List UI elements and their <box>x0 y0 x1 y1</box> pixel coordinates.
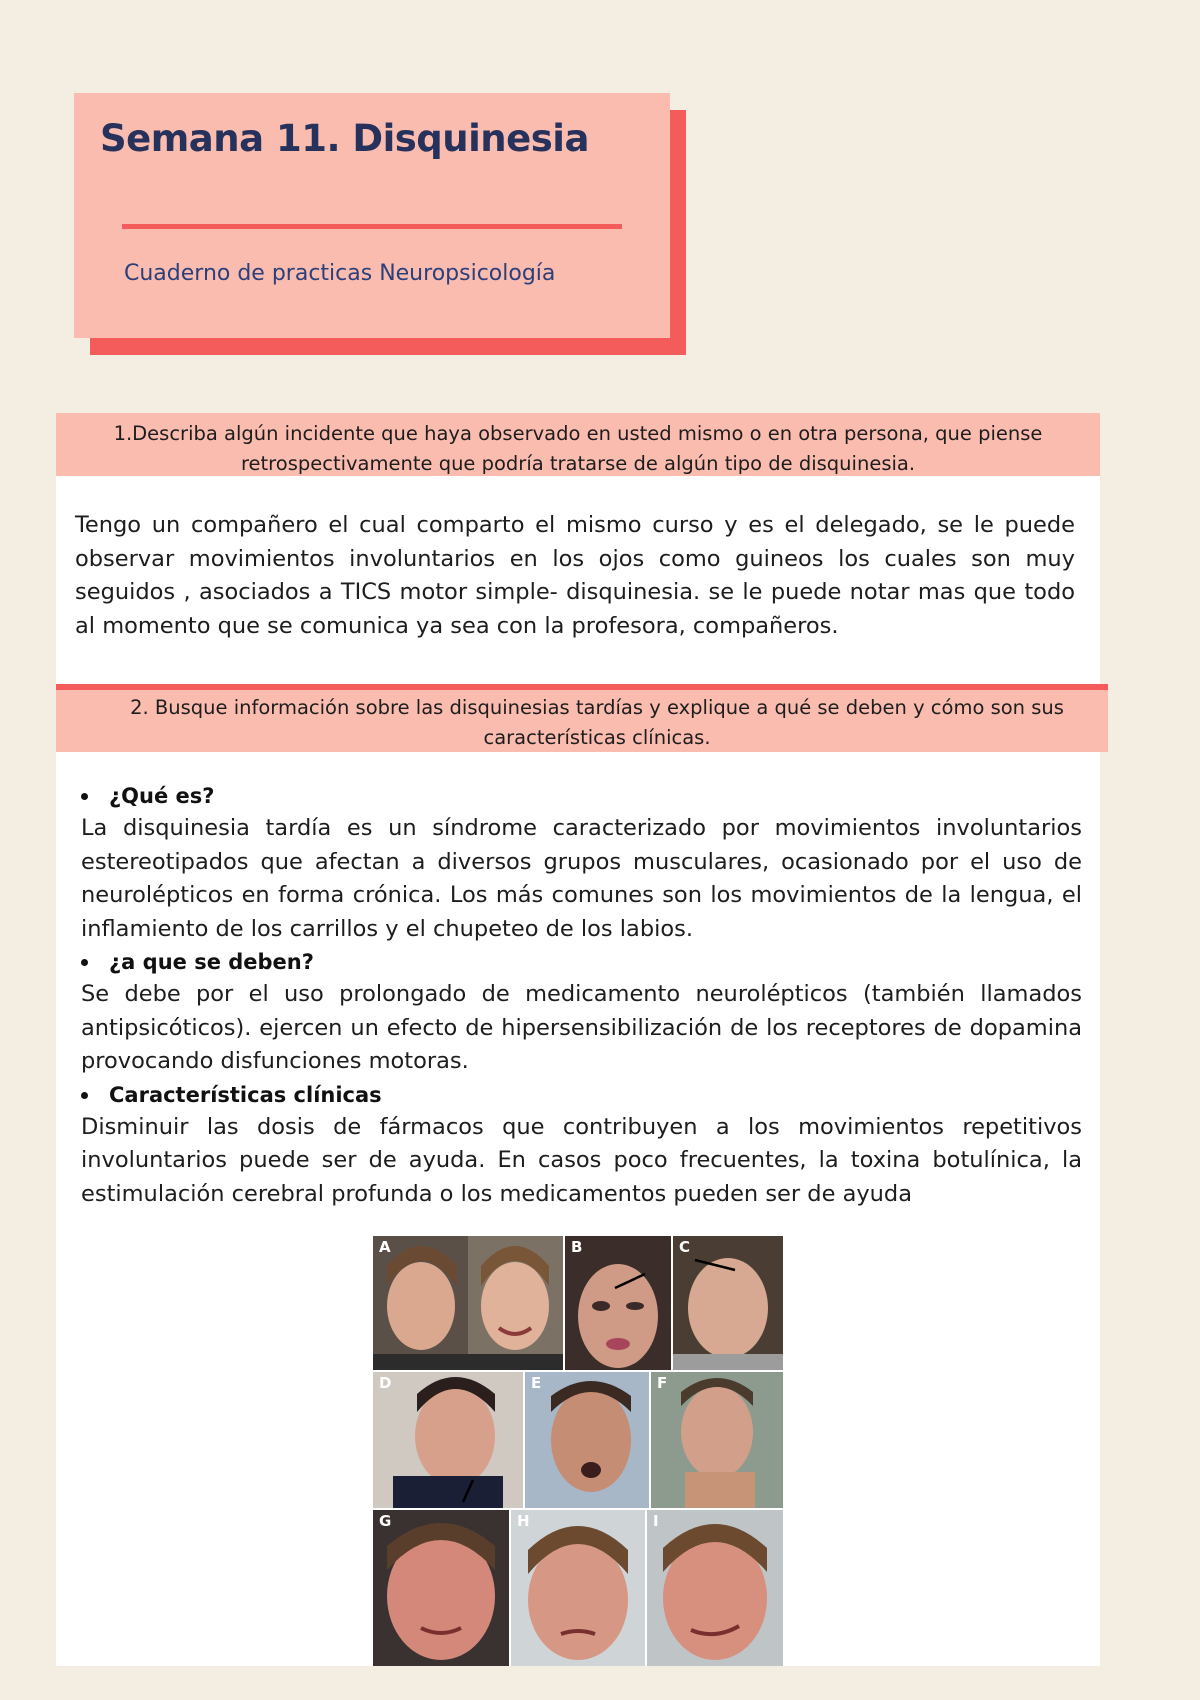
figure-label-f: F <box>657 1374 668 1392</box>
dyskinesia-faces-figure <box>373 1236 783 1666</box>
figure-label-d: D <box>379 1374 392 1392</box>
question-2-answer <box>81 780 1082 1211</box>
question-1-prompt-line-1: 1.Describa algún incidente que haya observado en usted mismo o en otra persona, que piense <box>113 422 1043 445</box>
figure-label-i: I <box>653 1512 659 1530</box>
figure-panel-i <box>647 1510 783 1666</box>
section-text-que-es: La disquinesia tardía es un síndrome caracterizado por movimientos involuntarios estereotipados que afectan a diversos grupos musculares, ocasionado por el uso de neurolépticos en forma crónica. Los más comunes son los movimientos de la lengua, el inflamiento de los carrillos y el chupeteo de los labios. <box>81 815 1082 942</box>
figure-panel-c <box>673 1236 783 1370</box>
figure-panel-b <box>565 1236 671 1370</box>
figure-label-b: B <box>571 1238 583 1256</box>
section-heading-caracteristicas-clinicas: Características clínicas <box>81 1079 1082 1111</box>
figure-panel-h <box>511 1510 645 1666</box>
figure-label-g: G <box>379 1512 392 1530</box>
header-divider <box>122 224 622 229</box>
question-2-prompt-line-1: 2. Busque información sobre las disquinesias tardías y explique a qué se deben y cómo son sus <box>130 696 1064 719</box>
bullet-icon <box>81 959 88 966</box>
section-heading-que-es: ¿Qué es? <box>81 780 1082 812</box>
page-subtitle: Cuaderno de practicas Neuropsicología <box>124 261 556 286</box>
figure-label-a: A <box>379 1238 391 1256</box>
figure-panel-e <box>525 1372 649 1508</box>
section-heading-a-que-se-deben: ¿a que se deben? <box>81 946 1082 978</box>
figure-label-c: C <box>679 1238 691 1256</box>
header-card <box>74 93 670 338</box>
figure-panel-g <box>373 1510 509 1666</box>
figure-label-h: H <box>517 1512 530 1530</box>
question-1-prompt <box>56 413 1100 476</box>
question-2-prompt <box>56 690 1108 752</box>
bullet-icon <box>81 1092 88 1099</box>
figure-panel-a <box>373 1236 563 1370</box>
page-title: Semana 11. Disquinesia <box>100 117 589 160</box>
question-1-answer: Tengo un compañero el cual comparto el mismo curso y es el delegado, se le puede observar movimientos involuntarios en los ojos como guineos los cuales son muy seguidos , asociados a TICS motor simple- disquinesia. se le puede notar mas que todo al momento que se comunica ya sea con la profesora, compañeros. <box>75 512 1075 639</box>
section-text-caracteristicas-clinicas: Disminuir las dosis de fármacos que contribuyen a los movimientos repetitivos involuntarios puede ser de ayuda. En casos poco frecuentes, la toxina botulínica, la estimulación cerebral profunda o los medicamentos pueden ser de ayuda <box>81 1113 1082 1207</box>
figure-label-e: E <box>531 1374 542 1392</box>
figure-panel-f <box>651 1372 783 1508</box>
bullet-icon <box>81 793 88 800</box>
question-1-prompt-line-2: retrospectivamente que podría tratarse de algún tipo de disquinesia. <box>240 452 916 475</box>
figure-panel-d <box>373 1372 523 1508</box>
section-text-a-que-se-deben: Se debe por el uso prolongado de medicamento neurolépticos (también llamados antipsicóticos). ejercen un efecto de hipersensibilización de los receptores de dopamina provocando disfunciones motoras. <box>81 981 1082 1074</box>
question-2-prompt-line-2: características clínicas. <box>483 726 711 749</box>
